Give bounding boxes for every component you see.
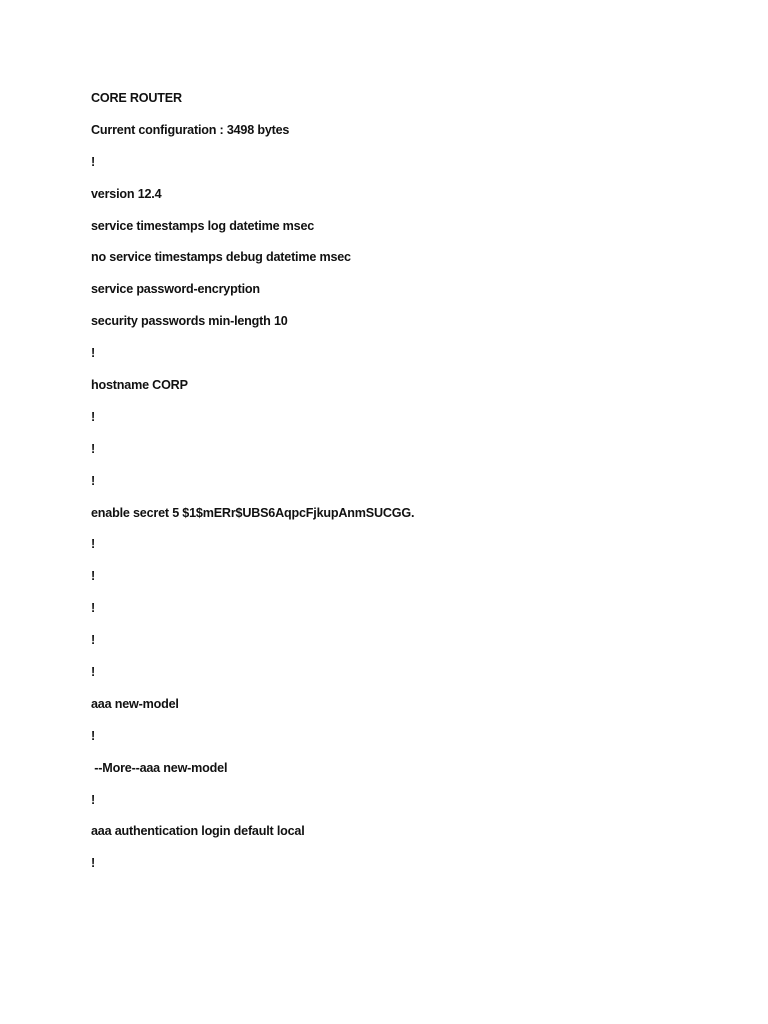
config-line: service password-encryption — [91, 282, 260, 297]
config-line: ! — [91, 473, 95, 488]
config-line: ! — [91, 856, 95, 871]
config-line: ! — [91, 537, 95, 552]
config-line: ! — [91, 346, 95, 361]
config-line: ! — [91, 633, 95, 648]
config-line: ! — [91, 665, 95, 680]
document-body — [91, 90, 731, 887]
config-line: security passwords min-length 10 — [91, 314, 288, 329]
config-line: ! — [91, 154, 95, 169]
config-line: hostname CORP — [91, 378, 188, 393]
config-line: version 12.4 — [91, 186, 162, 201]
config-line: aaa new-model — [91, 696, 179, 711]
config-line: --More--aaa new-model — [91, 760, 228, 775]
config-line: ! — [91, 601, 95, 616]
config-line: aaa authentication login default local — [91, 824, 305, 839]
config-line: Current configuration : 3498 bytes — [91, 122, 290, 137]
config-line: ! — [91, 409, 95, 424]
config-line: ! — [91, 728, 95, 743]
config-line: ! — [91, 441, 95, 456]
config-line: ! — [91, 569, 95, 584]
document-title: CORE ROUTER — [91, 91, 182, 105]
config-line: service timestamps log datetime msec — [91, 218, 315, 233]
config-line: enable secret 5 $1$mERr$UBS6AqpcFjkupAnmSUCGG. — [91, 505, 415, 520]
config-line: no service timestamps debug datetime msec — [91, 250, 351, 265]
config-line: ! — [91, 792, 95, 807]
